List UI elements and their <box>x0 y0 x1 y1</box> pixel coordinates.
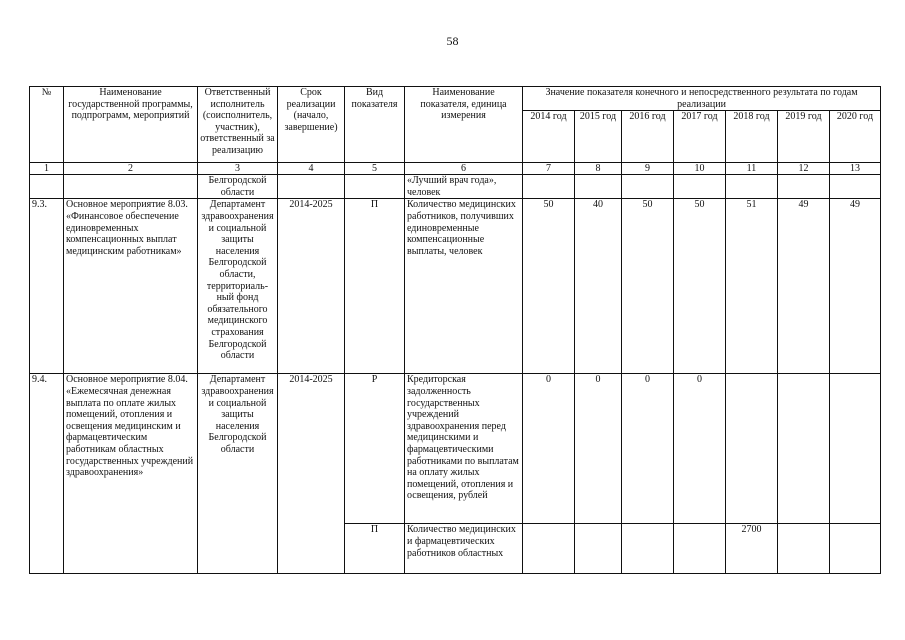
column-number: 9 <box>622 163 674 175</box>
header-name: Наименование государственной программы, подпрограмм, мероприятий <box>64 87 198 163</box>
row-no: 9.3. <box>30 199 64 374</box>
column-number: 12 <box>778 163 830 175</box>
header-row-top <box>30 87 881 111</box>
row-indicator: «Лучший врач года», человек <box>405 175 523 199</box>
header-responsible: Ответственный исполнитель (соисполнитель, участник), ответственный за реализацию <box>198 87 278 163</box>
column-number: 8 <box>575 163 622 175</box>
row-value <box>778 175 830 199</box>
column-number: 5 <box>345 163 405 175</box>
header-indicator: Наименование показателя, единица измерения <box>405 87 523 163</box>
row-value <box>523 524 575 574</box>
row-value: 2700 <box>726 524 778 574</box>
row-value: 0 <box>575 374 622 524</box>
row-type <box>345 175 405 199</box>
row-name: Основное мероприятие 8.03. «Финансовое обеспечение единовременных компенсационных выплат медицинским работникам» <box>64 199 198 374</box>
row-value <box>830 524 881 574</box>
row-value: 0 <box>674 374 726 524</box>
row-value <box>830 175 881 199</box>
row-term <box>278 175 345 199</box>
row-value: 50 <box>523 199 575 374</box>
row-indicator: Количество медицинских работников, получивших единовременные компенсационные выплаты, человек <box>405 199 523 374</box>
row-term: 2014-2025 <box>278 374 345 574</box>
header-type: Вид показателя <box>345 87 405 163</box>
row-type: П <box>345 524 405 574</box>
column-number: 3 <box>198 163 278 175</box>
column-number: 10 <box>674 163 726 175</box>
header-values-title: Значение показателя конечного и непосредственного результата по годам реализации <box>523 87 881 111</box>
column-number: 6 <box>405 163 523 175</box>
row-name <box>64 175 198 199</box>
row-type: П <box>345 199 405 374</box>
header-no: № <box>30 87 64 163</box>
row-value <box>726 175 778 199</box>
row-value: 51 <box>726 199 778 374</box>
header-year: 2014 год <box>523 111 575 163</box>
indicators-table <box>29 86 881 574</box>
row-responsible: Департамент здравоохранения и социальной защиты населения Белгородской области <box>198 374 278 574</box>
row-name: Основное мероприятие 8.04. «Ежемесячная денежная выплата по оплате жилых помещений, отопления и освещения медицинским и фармацевтическим работникам областных государственных учреждений здравоохранения» <box>64 374 198 574</box>
column-number: 7 <box>523 163 575 175</box>
row-value <box>622 524 674 574</box>
column-number: 4 <box>278 163 345 175</box>
table-row <box>30 199 881 374</box>
row-value <box>778 374 830 524</box>
table-row <box>30 374 881 524</box>
row-term: 2014-2025 <box>278 199 345 374</box>
row-value <box>575 524 622 574</box>
header-term: Срок реализации (начало, завершение) <box>278 87 345 163</box>
row-no <box>30 175 64 199</box>
row-value: 0 <box>622 374 674 524</box>
header-year: 2015 год <box>575 111 622 163</box>
table-row <box>30 175 881 199</box>
row-indicator: Количество медицинских и фармацевтических работников областных <box>405 524 523 574</box>
column-number: 11 <box>726 163 778 175</box>
row-value: 40 <box>575 199 622 374</box>
page-number: 58 <box>446 34 459 48</box>
column-number: 1 <box>30 163 64 175</box>
row-value: 49 <box>778 199 830 374</box>
row-no: 9.4. <box>30 374 64 574</box>
row-value <box>674 524 726 574</box>
row-value <box>778 524 830 574</box>
header-year: 2017 год <box>674 111 726 163</box>
header-year: 2016 год <box>622 111 674 163</box>
row-type: Р <box>345 374 405 524</box>
row-value <box>830 374 881 524</box>
row-value: 50 <box>622 199 674 374</box>
row-value <box>622 175 674 199</box>
row-value <box>523 175 575 199</box>
row-value <box>674 175 726 199</box>
column-number: 13 <box>830 163 881 175</box>
column-number: 2 <box>64 163 198 175</box>
row-value: 49 <box>830 199 881 374</box>
row-value: 0 <box>523 374 575 524</box>
header-year: 2020 год <box>830 111 881 163</box>
row-responsible: Белгородской области <box>198 175 278 199</box>
row-responsible: Департамент здравоохранения и социальной защиты населения Белгородской области, территориаль-ный фонд обязательного медицинского страхования Белгородской области <box>198 199 278 374</box>
row-value <box>726 374 778 524</box>
column-numbers-row <box>30 163 881 175</box>
row-value <box>575 175 622 199</box>
row-indicator: Кредиторская задолженность государственных учреждений здравоохранения перед медицинскими и фармацевтическими работниками по выплатам на оплату жилых помещений, отопления и освещения, рублей <box>405 374 523 524</box>
header-year: 2018 год <box>726 111 778 163</box>
header-year: 2019 год <box>778 111 830 163</box>
row-value: 50 <box>674 199 726 374</box>
